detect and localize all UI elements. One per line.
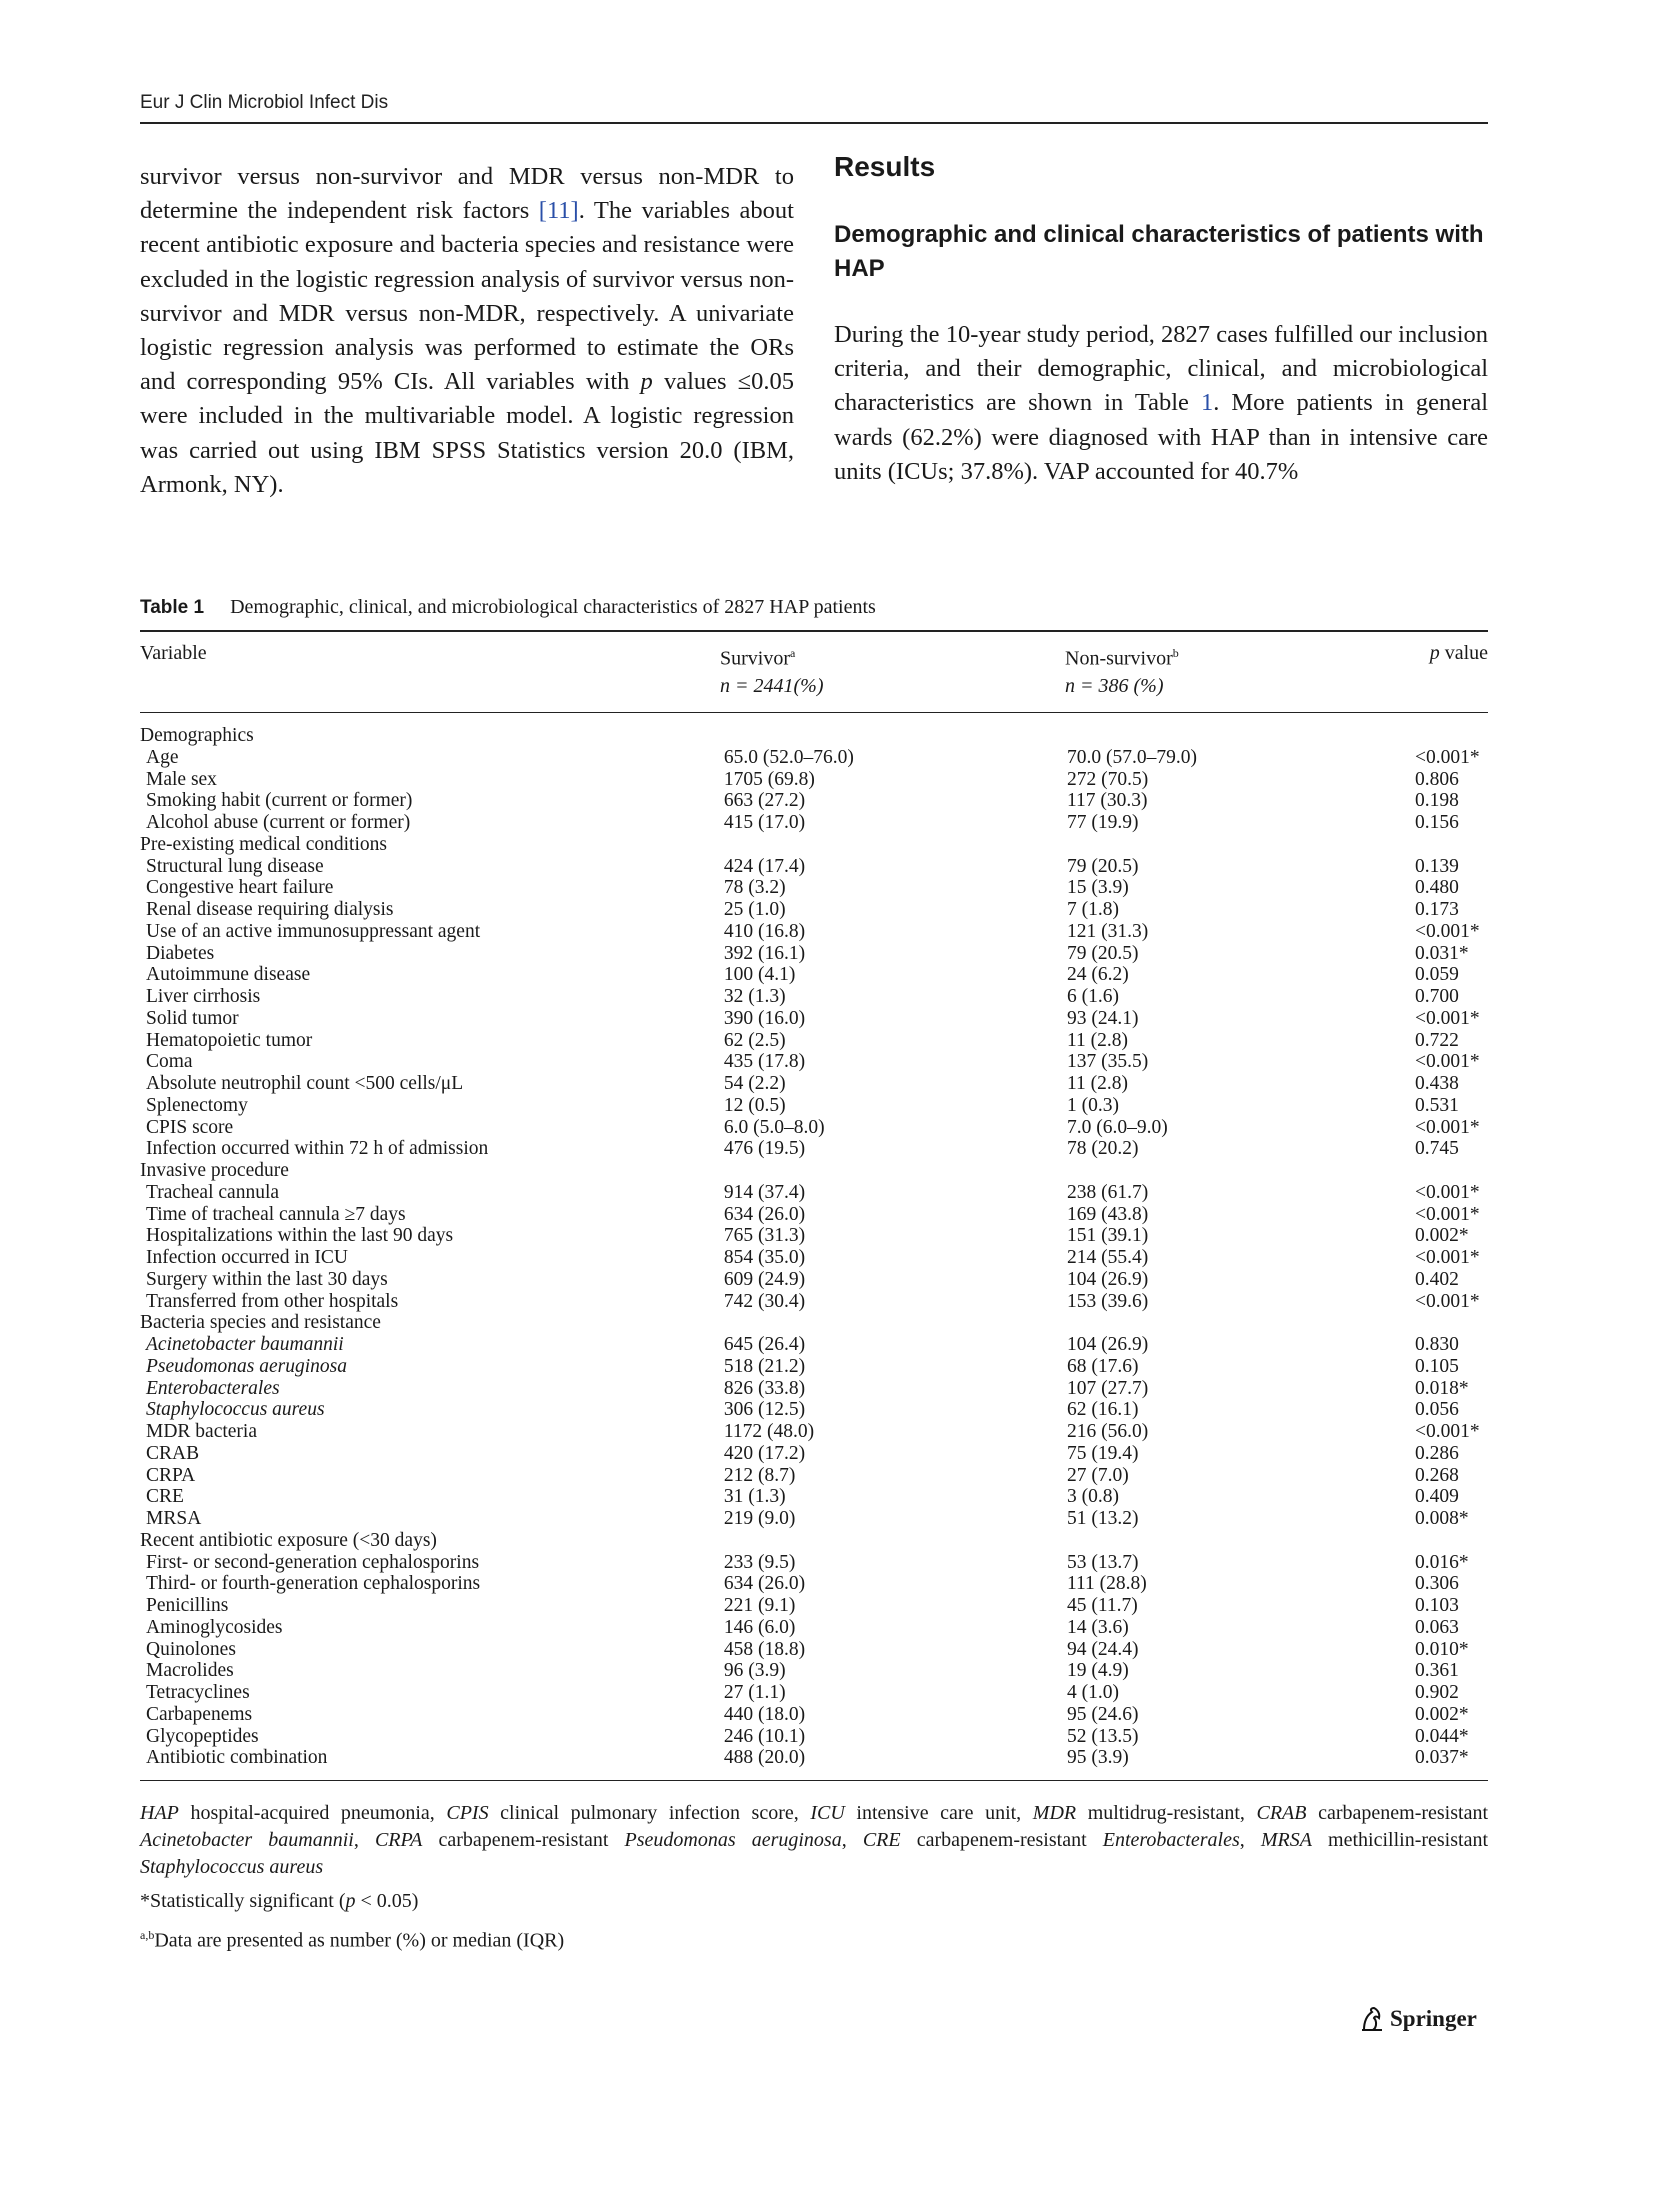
variable-cell: Infection occurred in ICU — [146, 1247, 348, 1268]
table-row — [140, 1247, 1488, 1269]
p-value-cell: <0.001* — [1415, 920, 1480, 942]
variable-cell: CRE — [146, 1486, 184, 1508]
variable-cell: Pseudomonas aeruginosa — [146, 1355, 347, 1377]
survivor-cell: 854 (35.0) — [723, 1247, 806, 1268]
table-row — [140, 1378, 1488, 1400]
empty-cell — [1067, 1312, 1415, 1334]
table-label: Table 1 — [140, 597, 205, 618]
variable-cell: Transferred from other hospitals — [146, 1290, 399, 1312]
nonsurvivor-cell: 1 (0.3) — [1066, 1094, 1119, 1116]
section-row — [140, 834, 1488, 856]
survivor-cell: 32 (1.3) — [723, 986, 786, 1007]
subsection-heading: Demographic and clinical characteristics of patients with HAP — [834, 221, 1484, 282]
variable-cell: Tracheal cannula — [146, 1181, 280, 1203]
nonsurvivor-cell: 7 (1.8) — [1066, 899, 1119, 920]
table-row — [140, 1095, 1488, 1117]
table-row — [140, 1704, 1488, 1726]
nonsurvivor-cell: 95 (3.9) — [1066, 1747, 1129, 1769]
nonsurvivor-cell: 94 (24.4) — [1066, 1638, 1139, 1660]
variable-cell: Smoking habit (current or former) — [146, 790, 413, 812]
table-row — [140, 986, 1488, 1008]
variable-cell: Enterobacterales — [146, 1377, 280, 1399]
nonsurvivor-cell: 68 (17.6) — [1066, 1355, 1139, 1377]
survivor-cell: 424 (17.4) — [723, 855, 806, 877]
survivor-cell: 765 (31.3) — [723, 1225, 806, 1247]
table-row — [140, 1073, 1488, 1095]
survivor-cell: 146 (6.0) — [723, 1616, 796, 1638]
survivor-cell: 634 (26.0) — [723, 1573, 806, 1595]
variable-cell: Tetracyclines — [146, 1682, 250, 1703]
p-value-cell: <0.001* — [1415, 1290, 1480, 1312]
table-row — [140, 1138, 1488, 1160]
nonsurvivor-cell: 216 (56.0) — [1066, 1421, 1149, 1442]
empty-cell — [1067, 725, 1415, 747]
survivor-cell: 27 (1.1) — [723, 1682, 786, 1703]
table-row — [140, 1617, 1488, 1639]
nonsurvivor-cell: 24 (6.2) — [1066, 964, 1129, 986]
variable-cell: MDR bacteria — [146, 1421, 258, 1442]
variable-cell: Third- or fourth-generation cephalosporins — [146, 1573, 481, 1595]
variable-cell: Penicillins — [146, 1595, 229, 1616]
survivor-cell: 392 (16.1) — [723, 942, 806, 964]
nonsurvivor-cell: 104 (26.9) — [1066, 1334, 1149, 1355]
survivor-cell: 390 (16.0) — [723, 1007, 806, 1029]
survivor-cell: 518 (21.2) — [723, 1355, 806, 1377]
empty-cell — [1415, 1160, 1488, 1182]
survivor-cell: 96 (3.9) — [723, 1660, 786, 1682]
nonsurvivor-cell: 3 (0.8) — [1066, 1486, 1119, 1508]
header-survivor: Survivor$^a$ n = 2441(%) — [720, 646, 824, 697]
survivor-cell: 488 (20.0) — [723, 1747, 806, 1769]
section-row — [140, 1160, 1488, 1182]
table-bottom-rule — [140, 1780, 1488, 1781]
table-row — [140, 1552, 1488, 1574]
variable-cell: Hematopoietic tumor — [146, 1029, 313, 1051]
nonsurvivor-cell: 27 (7.0) — [1066, 1464, 1129, 1486]
nonsurvivor-cell: 51 (13.2) — [1066, 1508, 1139, 1529]
p-value-cell: <0.001* — [1415, 1247, 1480, 1268]
variable-cell: Diabetes — [146, 942, 215, 964]
nonsurvivor-cell: 137 (35.5) — [1066, 1051, 1149, 1073]
survivor-cell: 25 (1.0) — [723, 899, 786, 920]
section-heading: Results — [834, 151, 936, 182]
nonsurvivor-cell: 62 (16.1) — [1066, 1399, 1139, 1421]
p-value-cell: <0.001* — [1415, 1116, 1480, 1138]
table-row — [140, 1008, 1488, 1030]
table-row — [140, 1225, 1488, 1247]
p-value-cell: <0.001* — [1415, 1421, 1480, 1442]
table-row — [140, 1595, 1488, 1617]
survivor-cell: 826 (33.8) — [723, 1377, 806, 1399]
table-row — [140, 1639, 1488, 1661]
results-paragraph: During the 10-year study period, 2827 cases fulfilled our inclusion criteria, and their demographic, clinical, and microbiological characteristics are shown in Table 1. More patients in general wards (62.2%) were diagnosed with HAP than in intensive care units (ICUs; 37.8%). VAP accounted for 40.7% — [834, 321, 1488, 485]
variable-cell: Hospitalizations within the last 90 days — [146, 1225, 454, 1247]
empty-cell — [1415, 1530, 1488, 1552]
survivor-cell: 435 (17.8) — [723, 1051, 806, 1073]
p-value-cell: 0.198 — [1415, 790, 1459, 812]
survivor-cell: 221 (9.1) — [723, 1595, 796, 1616]
nonsurvivor-cell: 11 (2.8) — [1066, 1029, 1128, 1051]
empty-cell — [1415, 725, 1488, 747]
variable-cell: Coma — [146, 1051, 193, 1073]
survivor-cell: 219 (9.0) — [723, 1508, 796, 1529]
section-row — [140, 725, 1488, 747]
abbreviations-note: HAP hospital-acquired pneumonia, CPIS clinical pulmonary infection score, ICU intensive care unit, MDR multidrug-resistant, CRAB carbapenem-resistant Acinetobacter baumannii, CRPA carbapenem-resistant Pseudomonas aeruginosa, CRE carbapenem-resistant Enterobacterales, MRSA methicillin-resistant Staphylococcus aureus — [140, 1802, 1489, 1878]
header-p-value: p value — [1429, 642, 1488, 664]
variable-cell: Carbapenems — [146, 1703, 253, 1725]
variable-cell: Absolute neutrophil count <500 cells/μL — [146, 1073, 464, 1094]
variable-cell: CRAB — [146, 1442, 200, 1464]
section-label: Invasive procedure — [140, 1160, 289, 1181]
nonsurvivor-cell: 45 (11.7) — [1066, 1595, 1138, 1616]
nonsurvivor-cell: 151 (39.1) — [1066, 1225, 1149, 1247]
table-row — [140, 790, 1488, 812]
p-value-cell: 0.722 — [1415, 1029, 1459, 1051]
survivor-cell: 634 (26.0) — [723, 1203, 806, 1225]
p-value-cell: <0.001* — [1415, 1051, 1480, 1073]
nonsurvivor-cell: 79 (20.5) — [1066, 942, 1139, 964]
empty-cell — [1415, 834, 1488, 856]
right-column — [834, 150, 1488, 489]
publisher-logo — [1360, 2006, 1477, 2032]
p-value-cell: <0.001* — [1415, 1181, 1480, 1203]
table-row — [140, 1682, 1488, 1704]
p-value-cell: <0.001* — [1415, 746, 1480, 768]
empty-cell — [724, 1530, 1067, 1552]
nonsurvivor-cell: 78 (20.2) — [1066, 1138, 1139, 1160]
nonsurvivor-cell: 153 (39.6) — [1066, 1290, 1149, 1312]
section-row — [140, 1312, 1488, 1334]
journal-title: Eur J Clin Microbiol Infect Dis — [140, 92, 389, 113]
table-row — [140, 1726, 1488, 1748]
table-header — [140, 640, 1488, 700]
p-value-cell: 0.531 — [1415, 1094, 1459, 1116]
variable-cell: Time of tracheal cannula ≥7 days — [146, 1203, 406, 1225]
variable-cell: MRSA — [146, 1508, 202, 1529]
p-value-cell: 0.105 — [1415, 1355, 1459, 1377]
table-row — [140, 943, 1488, 965]
header-rule — [140, 122, 1488, 124]
variable-cell: Renal disease requiring dialysis — [146, 899, 394, 920]
nonsurvivor-cell: 53 (13.7) — [1066, 1551, 1139, 1573]
p-value-cell: 0.286 — [1415, 1442, 1459, 1464]
nonsurvivor-cell: 272 (70.5) — [1066, 768, 1149, 790]
empty-cell — [1067, 1160, 1415, 1182]
table-row — [140, 921, 1488, 943]
table-row — [140, 1747, 1488, 1769]
table-row — [140, 1421, 1488, 1443]
table-header-rule — [140, 712, 1488, 713]
table-row — [140, 877, 1488, 899]
table-row — [140, 1334, 1488, 1356]
p-value-cell: 0.830 — [1415, 1334, 1459, 1355]
nonsurvivor-cell: 15 (3.9) — [1066, 877, 1129, 899]
empty-cell — [1067, 834, 1415, 856]
nonsurvivor-cell: 6 (1.6) — [1066, 986, 1119, 1007]
p-value-cell: 0.059 — [1415, 964, 1459, 986]
table-row — [140, 812, 1488, 834]
table-row — [140, 1660, 1488, 1682]
variable-cell: Infection occurred within 72 h of admission — [146, 1138, 489, 1160]
nonsurvivor-cell: 169 (43.8) — [1066, 1203, 1149, 1225]
table-row — [140, 1204, 1488, 1226]
significance-note: *Statistically significant (p < 0.05) — [140, 1890, 419, 1912]
p-value-cell: 0.902 — [1415, 1682, 1459, 1703]
header-nonsurvivor: Non-survivor$^b$ n = 386 (%) — [1065, 646, 1179, 697]
survivor-cell: 100 (4.1) — [723, 964, 796, 986]
variable-cell: Alcohol abuse (current or former) — [146, 812, 411, 833]
survivor-cell: 476 (19.5) — [723, 1138, 806, 1160]
section-label: Recent antibiotic exposure (<30 days) — [140, 1529, 437, 1551]
nonsurvivor-cell: 14 (3.6) — [1066, 1616, 1129, 1638]
empty-cell — [724, 834, 1067, 856]
table-link[interactable]: 1 — [1200, 389, 1214, 417]
variable-cell: Use of an active immunosuppressant agent — [146, 920, 481, 942]
left-column — [140, 160, 794, 502]
nonsurvivor-cell: 214 (55.4) — [1066, 1247, 1149, 1268]
p-value-cell: 0.008* — [1415, 1508, 1469, 1529]
table-row — [140, 1051, 1488, 1073]
variable-cell: Acinetobacter baumannii — [146, 1334, 344, 1355]
p-value-cell: 0.139 — [1415, 855, 1459, 877]
p-value-cell: 0.002* — [1415, 1703, 1469, 1725]
variable-cell: CRPA — [146, 1464, 196, 1486]
p-value-cell: 0.361 — [1415, 1660, 1459, 1682]
empty-cell — [1415, 1312, 1488, 1334]
variable-cell: Aminoglycosides — [146, 1616, 283, 1638]
survivor-cell: 6.0 (5.0–8.0) — [723, 1116, 825, 1138]
empty-cell — [724, 1312, 1067, 1334]
survivor-cell: 306 (12.5) — [723, 1399, 806, 1421]
table-row — [140, 1443, 1488, 1465]
survivor-cell: 62 (2.5) — [723, 1029, 786, 1051]
survivor-cell: 742 (30.4) — [723, 1290, 806, 1312]
p-value-cell: 0.409 — [1415, 1486, 1459, 1508]
p-value-cell: 0.480 — [1415, 877, 1459, 899]
nonsurvivor-cell: 117 (30.3) — [1066, 790, 1148, 812]
publisher-name: Springer — [1390, 2006, 1477, 2031]
variable-cell: First- or second-generation cephalosporins — [146, 1551, 480, 1573]
p-value-cell: <0.001* — [1415, 1007, 1480, 1029]
table-row — [140, 899, 1488, 921]
nonsurvivor-cell: 11 (2.8) — [1066, 1073, 1128, 1094]
variable-cell: CPIS score — [146, 1116, 234, 1138]
variable-cell: Antibiotic combination — [146, 1747, 328, 1769]
nonsurvivor-cell: 19 (4.9) — [1066, 1660, 1129, 1682]
empty-cell — [724, 725, 1067, 747]
p-value-cell: 0.037* — [1415, 1747, 1469, 1769]
citation-link[interactable]: [11] — [538, 197, 579, 225]
p-value-cell: <0.001* — [1415, 1203, 1480, 1225]
p-value-cell: 0.268 — [1415, 1464, 1459, 1486]
survivor-cell: 420 (17.2) — [723, 1442, 806, 1464]
survivor-cell: 609 (24.9) — [723, 1268, 806, 1290]
variable-cell: Congestive heart failure — [146, 877, 334, 899]
nonsurvivor-cell: 95 (24.6) — [1066, 1703, 1139, 1725]
table-row — [140, 1182, 1488, 1204]
table-row — [140, 1399, 1488, 1421]
table-row — [140, 769, 1488, 791]
table-row — [140, 1030, 1488, 1052]
survivor-cell: 233 (9.5) — [723, 1551, 796, 1573]
table-row — [140, 1269, 1488, 1291]
table-row — [140, 1465, 1488, 1487]
survivor-cell: 212 (8.7) — [723, 1464, 796, 1486]
p-value-cell: 0.044* — [1415, 1725, 1469, 1747]
table-row — [140, 1573, 1488, 1595]
nonsurvivor-cell: 104 (26.9) — [1066, 1268, 1149, 1290]
data-format-note: $^{a,b}$Data are presented as number (%) or median (IQR) — [140, 1928, 565, 1952]
nonsurvivor-cell: 7.0 (6.0–9.0) — [1066, 1116, 1168, 1138]
survivor-cell: 1172 (48.0) — [723, 1421, 815, 1442]
p-value-cell: 0.056 — [1415, 1399, 1459, 1421]
p-value-cell: 0.031* — [1415, 942, 1469, 964]
table-row — [140, 856, 1488, 878]
variable-cell: Glycopeptides — [146, 1725, 259, 1747]
p-value-cell: 0.018* — [1415, 1377, 1469, 1399]
survivor-cell: 54 (2.2) — [723, 1073, 786, 1094]
characteristics-table — [140, 725, 1488, 1769]
section-label: Demographics — [140, 725, 254, 746]
variable-cell: Solid tumor — [146, 1007, 239, 1029]
p-value-cell: 0.016* — [1415, 1551, 1469, 1573]
table-top-rule — [140, 630, 1488, 632]
variable-cell: Autoimmune disease — [146, 964, 311, 986]
section-label: Bacteria species and resistance — [140, 1312, 381, 1334]
p-value-cell: 0.002* — [1415, 1225, 1469, 1247]
survivor-cell: 246 (10.1) — [723, 1725, 806, 1747]
p-value-cell: 0.156 — [1415, 812, 1459, 833]
p-value-cell: 0.063 — [1415, 1616, 1459, 1638]
p-value-cell: 0.745 — [1415, 1138, 1459, 1160]
table-row — [140, 964, 1488, 986]
nonsurvivor-cell: 77 (19.9) — [1066, 812, 1139, 833]
variable-cell: Structural lung disease — [146, 855, 324, 877]
p-value-cell: 0.806 — [1415, 768, 1459, 790]
nonsurvivor-cell: 238 (61.7) — [1066, 1181, 1149, 1203]
survivor-cell: 440 (18.0) — [723, 1703, 806, 1725]
survivor-cell: 458 (18.8) — [723, 1638, 806, 1660]
p-value-cell: 0.700 — [1415, 986, 1459, 1007]
survivor-cell: 645 (26.4) — [723, 1334, 806, 1355]
variable-cell: Age — [146, 746, 179, 768]
survivor-cell: 663 (27.2) — [723, 790, 806, 812]
nonsurvivor-cell: 93 (24.1) — [1066, 1007, 1139, 1029]
table-row — [140, 1356, 1488, 1378]
survivor-cell: 410 (16.8) — [723, 920, 806, 942]
empty-cell — [724, 1160, 1067, 1182]
table-row — [140, 1508, 1488, 1530]
p-value-cell: 0.438 — [1415, 1073, 1459, 1094]
nonsurvivor-cell: 107 (27.7) — [1066, 1377, 1149, 1399]
variable-cell: Macrolides — [146, 1660, 234, 1682]
empty-cell — [1067, 1530, 1415, 1552]
table-row — [140, 1291, 1488, 1313]
table-row — [140, 1117, 1488, 1139]
nonsurvivor-cell: 75 (19.4) — [1066, 1442, 1139, 1464]
p-value-cell: 0.173 — [1415, 899, 1459, 920]
survivor-cell: 31 (1.3) — [723, 1486, 786, 1508]
table-caption: Table 1 Demographic, clinical, and microbiological characteristics of 2827 HAP patients — [140, 596, 876, 618]
variable-cell: Surgery within the last 30 days — [146, 1268, 388, 1290]
nonsurvivor-cell: 4 (1.0) — [1066, 1682, 1119, 1703]
survivor-cell: 415 (17.0) — [723, 812, 806, 833]
survivor-cell: 65.0 (52.0–76.0) — [723, 746, 854, 768]
p-value-cell: 0.402 — [1415, 1268, 1459, 1290]
p-value-cell: 0.103 — [1415, 1595, 1459, 1616]
table-row — [140, 747, 1488, 769]
variable-cell: Male sex — [146, 768, 217, 790]
table-row — [140, 1486, 1488, 1508]
nonsurvivor-cell: 121 (31.3) — [1066, 920, 1149, 942]
nonsurvivor-cell: 52 (13.5) — [1066, 1725, 1139, 1747]
header-variable: Variable — [140, 642, 207, 664]
variable-cell: Splenectomy — [146, 1094, 248, 1116]
p-value-cell: 0.010* — [1415, 1638, 1469, 1660]
section-label: Pre-existing medical conditions — [140, 833, 387, 855]
p-value-cell: 0.306 — [1415, 1573, 1459, 1595]
variable-cell: Staphylococcus aureus — [146, 1399, 325, 1421]
nonsurvivor-cell: 111 (28.8) — [1066, 1573, 1147, 1595]
methods-paragraph: survivor versus non-survivor and MDR versus non-MDR to determine the independent risk factors [11]. The variables about recent antibiotic exposure and bacteria species and resistance were excluded in the logistic regression analysis of survivor versus non-survivor and MDR versus non-MDR, respectively. A univariate logistic regression analysis was performed to estimate the ORs and corresponding 95% CIs. All variables with p values ≤0.05 were included in the multivariable model. A logistic regression was carried out using IBM SPSS Statistics version 20.0 (IBM, Armonk, NY). — [140, 163, 794, 498]
section-row — [140, 1530, 1488, 1552]
springer-horse-icon — [1360, 2006, 1384, 2032]
variable-cell: Quinolones — [146, 1638, 236, 1660]
variable-cell: Liver cirrhosis — [146, 986, 261, 1007]
nonsurvivor-cell: 70.0 (57.0–79.0) — [1066, 746, 1197, 768]
survivor-cell: 12 (0.5) — [723, 1094, 786, 1116]
survivor-cell: 78 (3.2) — [723, 877, 786, 899]
nonsurvivor-cell: 79 (20.5) — [1066, 855, 1139, 877]
survivor-cell: 1705 (69.8) — [723, 768, 815, 790]
table-footnotes — [140, 1800, 1488, 1962]
survivor-cell: 914 (37.4) — [723, 1181, 806, 1203]
